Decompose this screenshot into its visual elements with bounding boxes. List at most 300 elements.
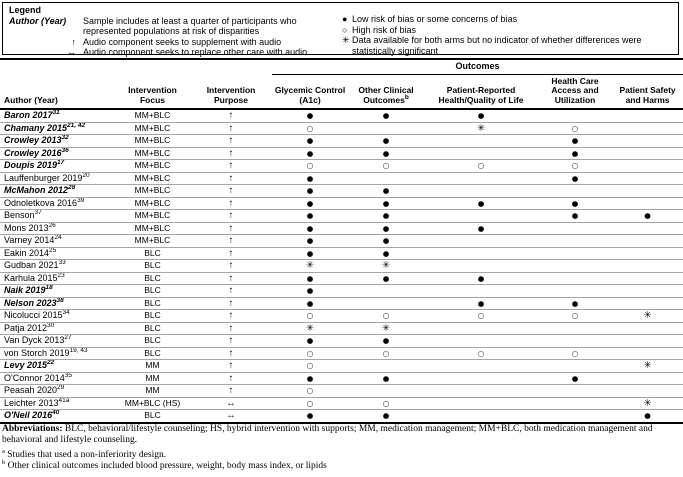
table-row [0,197,683,210]
table-row [0,347,683,360]
outcome-glycemic-cell: ✳ [272,322,348,335]
outcome-other-clinical-cell: ○ [348,347,424,360]
outcome-glycemic-cell: ○ [272,122,348,135]
table-row [0,285,683,298]
author-name: Karhula 2015 [4,272,58,283]
outcome-other-clinical-cell: ○ [348,310,424,323]
author-cell [0,135,115,148]
intervention-focus-cell: BLC [115,247,190,260]
outcome-patient-safety-cell: ✳ [612,310,683,323]
reference-superscript: 24 [54,234,62,241]
outcome-patient-safety-cell [612,347,683,360]
outcome-glycemic-cell: ✳ [272,260,348,273]
outcome-glycemic-cell: ○ [272,385,348,398]
author-name: von Storch 2019 [4,347,70,358]
reference-superscript: 33 [58,259,66,266]
outcomes-group-header: Outcomes [272,59,683,74]
table-row [0,360,683,373]
outcome-patient-reported-cell [424,385,538,398]
author-cell [0,347,115,360]
outcome-patient-reported-cell [424,260,538,273]
intervention-focus-cell: MM+BLC [115,160,190,173]
outcome-patient-reported-cell [424,397,538,410]
legend-left-column [3,3,340,57]
outcome-patient-reported-cell [424,185,538,198]
table-row [0,122,683,135]
outcome-patient-safety-cell [612,385,683,398]
column-header-patient-reported: Patient-Reported Health/Quality of Life [424,74,538,109]
outcome-patient-safety-cell [612,297,683,310]
outcome-health-care-access-cell: ○ [538,347,612,360]
abbreviations-note [2,424,680,446]
outcome-patient-safety-cell [612,222,683,235]
author-cell [0,197,115,210]
table-row [0,260,683,273]
table-row [0,210,683,223]
outcome-patient-safety-cell: ✳ [612,360,683,373]
outcome-patient-reported-cell: ● [424,197,538,210]
author-name: Benson [4,210,35,220]
outcome-patient-safety-cell [612,335,683,348]
author-cell [0,335,115,348]
intervention-focus-cell: MM+BLC [115,172,190,185]
author-year-symbol: Author (Year) [9,15,67,26]
intervention-purpose-cell: ↑ [190,322,272,335]
outcome-patient-reported-cell [424,335,538,348]
footnote-b [2,458,680,472]
intervention-focus-cell: BLC [115,347,190,360]
outcome-glycemic-cell: ● [272,372,348,385]
outcome-patient-reported-cell: ○ [424,160,538,173]
outcome-glycemic-cell: ● [272,185,348,198]
intervention-focus-cell: MM+BLC [115,135,190,148]
outcome-health-care-access-cell [538,385,612,398]
author-name: Levy 2015 [4,360,48,370]
reference-superscript: 17 [57,159,65,166]
outcome-patient-safety-cell [612,197,683,210]
outcome-glycemic-cell: ● [272,172,348,185]
outcome-patient-reported-cell [424,410,538,423]
reference-superscript: 29 [57,384,65,391]
intervention-focus-cell: MM+BLC [115,197,190,210]
table-row [0,297,683,310]
intervention-focus-cell: BLC [115,322,190,335]
outcome-patient-safety-cell [612,372,683,385]
outcome-health-care-access-cell: ● [538,372,612,385]
author-cell [0,310,115,323]
outcome-patient-safety-cell [612,160,683,173]
author-name: Chamany 2015 [4,122,68,133]
abbreviations-text: BLC, behavioral/lifestyle counseling; HS, hybrid intervention with supports; MM, medication management; MM+BLC, both medication management and behavioral and lifestyle counseling. [2,424,653,445]
table-row [0,397,683,410]
outcome-health-care-access-cell [538,247,612,260]
outcome-patient-safety-cell: ● [612,210,683,223]
table-row [0,172,683,185]
legend-item [3,16,340,37]
outcome-other-clinical-cell: ● [348,335,424,348]
intervention-purpose-cell: ↑ [190,272,272,285]
table-row [0,310,683,323]
outcome-health-care-access-cell: ● [538,197,612,210]
outcome-other-clinical-cell: ● [348,197,424,210]
outcome-health-care-access-cell: ● [538,210,612,223]
outcome-patient-reported-cell: ● [424,272,538,285]
outcome-other-clinical-cell [348,172,424,185]
outcome-patient-reported-cell: ✳ [424,122,538,135]
reference-superscript: 18 [45,284,53,291]
open-circle-icon: ○ [342,24,348,35]
outcome-glycemic-cell: ● [272,109,348,122]
outcome-other-clinical-cell [348,360,424,373]
outcome-patient-reported-cell: ● [424,109,538,122]
table-row [0,385,683,398]
author-cell [0,372,115,385]
reference-superscript: 37 [34,209,42,216]
table-row [0,335,683,348]
author-name: McMahon 2012 [4,185,69,195]
legend-item-text: Audio component seeks to supplement with audio [83,36,282,47]
outcome-other-clinical-cell: ● [348,272,424,285]
outcome-health-care-access-cell: ○ [538,310,612,323]
reference-superscript: 26 [48,222,56,229]
author-name: Nelson 2023 [4,297,57,308]
footnote-marker: b [404,93,409,101]
intervention-purpose-cell: ↑ [190,335,272,348]
intervention-purpose-cell: ↑ [190,247,272,260]
author-name: O'Connor 2014 [4,372,65,383]
footnote-text: Studies that used a non-inferiority design. [4,450,167,460]
outcome-patient-safety-cell [612,285,683,298]
outcome-patient-safety-cell [612,172,683,185]
column-header-glycemic-control: Glycemic Control (A1c) [272,74,348,109]
table-row [0,222,683,235]
outcome-health-care-access-cell [538,397,612,410]
intervention-purpose-cell: ↑ [190,372,272,385]
legend-item [342,35,678,56]
filled-circle-icon: ● [342,14,348,24]
outcome-patient-safety-cell [612,272,683,285]
table-row [0,160,683,173]
studies-outcomes-table [0,58,683,424]
author-cell [0,185,115,198]
outcome-glycemic-cell: ● [272,410,348,423]
legend-item-text: Low risk of bias or some concerns of bias [352,14,518,24]
outcome-health-care-access-cell [538,235,612,248]
intervention-focus-cell: MM+BLC [115,109,190,122]
column-header-intervention-purpose: Intervention Purpose [190,74,272,109]
footnote-marker: a [2,447,5,455]
legend-item-text: Audio component seeks to replace other care with audio [83,47,308,57]
author-cell [0,285,115,298]
table-row [0,272,683,285]
author-cell [0,172,115,185]
outcome-patient-safety-cell [612,135,683,148]
outcome-other-clinical-cell: ○ [348,397,424,410]
legend-item [342,25,678,36]
outcome-patient-reported-cell [424,235,538,248]
author-name: Crowley 2016 [4,147,62,158]
intervention-focus-cell: MM+BLC [115,210,190,223]
outcome-patient-reported-cell: ● [424,297,538,310]
author-cell [0,322,115,335]
outcome-health-care-access-cell [538,335,612,348]
table-row [0,247,683,260]
outcome-patient-reported-cell [424,360,538,373]
intervention-focus-cell: MM [115,372,190,385]
reference-superscript: 27 [64,334,72,341]
author-name: Odnoletkova 2016 [4,197,78,208]
author-name: Naik 2019 [4,285,46,295]
outcome-patient-safety-cell: ● [612,410,683,423]
outcome-health-care-access-cell [538,360,612,373]
intervention-purpose-cell: ↑ [190,260,272,273]
left-right-arrow-icon: ↔ [67,47,76,57]
outcome-patient-reported-cell [424,285,538,298]
outcome-glycemic-cell: ○ [272,360,348,373]
outcome-glycemic-cell: ○ [272,160,348,173]
outcome-glycemic-cell: ● [272,285,348,298]
outcome-other-clinical-cell: ● [348,210,424,223]
intervention-purpose-cell: ↔ [190,397,272,410]
column-header-label: Other Clinical Outcomes [358,85,414,105]
footnote-a [2,447,680,461]
outcome-patient-reported-cell [424,210,538,223]
intervention-purpose-cell: ↑ [190,235,272,248]
intervention-purpose-cell: ↑ [190,360,272,373]
author-cell [0,385,115,398]
outcome-glycemic-cell: ● [272,147,348,160]
reference-superscript: 20 [82,172,90,179]
outcome-glycemic-cell: ○ [272,347,348,360]
intervention-focus-cell: BLC [115,260,190,273]
outcome-other-clinical-cell [348,385,424,398]
outcome-health-care-access-cell [538,109,612,122]
outcome-glycemic-cell: ○ [272,397,348,410]
author-cell [0,222,115,235]
legend-item-text: Data available for both arms but no indicator of whether differences were statistically significant [352,35,642,56]
author-name: Leichter 2013 [4,397,59,408]
outcome-other-clinical-cell [348,297,424,310]
outcome-other-clinical-cell: ● [348,235,424,248]
reference-superscript: 41a [58,397,70,404]
author-cell [0,397,115,410]
outcome-patient-safety-cell [612,235,683,248]
outcome-other-clinical-cell [348,122,424,135]
intervention-focus-cell: BLC [115,310,190,323]
reference-superscript: 25 [49,247,57,254]
legend-right-column [340,3,678,54]
outcome-patient-reported-cell [424,147,538,160]
outcome-patient-reported-cell [424,372,538,385]
intervention-focus-cell: MM+BLC [115,235,190,248]
intervention-focus-cell: MM+BLC (HS) [115,397,190,410]
author-cell [0,109,115,122]
intervention-purpose-cell: ↑ [190,210,272,223]
outcome-glycemic-cell: ○ [272,310,348,323]
outcome-patient-safety-cell: ✳ [612,397,683,410]
author-name: Lauffenburger 2019 [4,172,83,183]
author-cell [0,360,115,373]
up-arrow-icon: ↑ [71,36,76,47]
outcome-health-care-access-cell: ● [538,147,612,160]
legend-item [3,47,340,58]
author-name: Patja 2012 [4,322,48,333]
reference-superscript: 32 [61,134,69,141]
outcome-health-care-access-cell [538,185,612,198]
reference-superscript: 28 [68,184,76,191]
column-header-intervention-focus: Intervention Focus [115,74,190,109]
outcome-patient-safety-cell [612,185,683,198]
author-cell [0,247,115,260]
reference-superscript: 38 [56,297,64,304]
column-header-patient-safety: Patient Safety and Harms [612,74,683,109]
intervention-focus-cell: MM+BLC [115,222,190,235]
intervention-focus-cell: MM [115,385,190,398]
header-spacer [0,59,272,74]
reference-superscript: 35 [64,372,72,379]
intervention-focus-cell: MM+BLC [115,185,190,198]
legend-title: Legend [9,5,42,15]
intervention-purpose-cell: ↑ [190,147,272,160]
outcome-patient-safety-cell [612,109,683,122]
table-row [0,109,683,122]
legend-item-text: Sample includes at least a quarter of participants who represented populations at risk of disparities [83,15,297,36]
outcomes-group-row [0,59,683,74]
reference-superscript: 23 [57,272,65,279]
author-name: Baron 2017 [4,110,53,120]
author-name: Varney 2014 [4,235,55,245]
column-header-row [0,74,683,109]
intervention-focus-cell: BLC [115,297,190,310]
outcome-glycemic-cell: ● [272,335,348,348]
outcome-patient-reported-cell: ○ [424,310,538,323]
outcome-glycemic-cell: ● [272,135,348,148]
intervention-purpose-cell: ↑ [190,310,272,323]
author-name: Peasah 2020 [4,385,58,395]
outcome-glycemic-cell: ● [272,235,348,248]
footnotes [2,424,680,472]
column-header-health-care-access: Health Care Access and Utilization [538,74,612,109]
intervention-purpose-cell: ↔ [190,410,272,423]
outcome-patient-reported-cell [424,247,538,260]
author-name: Van Dyck 2013 [4,335,65,345]
author-cell [0,410,115,423]
author-cell [0,297,115,310]
table-row [0,410,683,423]
reference-superscript: 22 [47,359,55,366]
outcome-glycemic-cell: ● [272,272,348,285]
outcome-health-care-access-cell: ● [538,172,612,185]
intervention-focus-cell: MM+BLC [115,122,190,135]
outcome-health-care-access-cell: ○ [538,122,612,135]
intervention-purpose-cell: ↑ [190,297,272,310]
outcome-glycemic-cell: ● [272,222,348,235]
reference-superscript: 34 [62,309,70,316]
outcome-other-clinical-cell: ✳ [348,260,424,273]
outcome-other-clinical-cell: ○ [348,160,424,173]
legend-item [3,37,340,48]
table-row [0,372,683,385]
author-cell [0,235,115,248]
intervention-focus-cell: BLC [115,410,190,423]
outcome-other-clinical-cell: ● [348,135,424,148]
reference-superscript: 31 [52,109,60,116]
legend-box [2,2,679,55]
outcome-patient-safety-cell [612,260,683,273]
outcome-patient-safety-cell [612,247,683,260]
reference-superscript: 40 [52,409,60,416]
author-cell [0,147,115,160]
author-name: Crowley 2013 [4,135,62,145]
outcome-health-care-access-cell [538,410,612,423]
table-body [0,109,683,423]
author-name: Gudban 2021 [4,260,59,270]
reference-superscript: 21, 42 [67,122,86,129]
column-header-other-clinical-outcomes [348,74,424,109]
outcome-health-care-access-cell [538,260,612,273]
author-name: Mons 2013 [4,222,49,233]
asterisk-icon: ✳ [342,35,350,45]
author-cell [0,160,115,173]
outcome-other-clinical-cell: ● [348,185,424,198]
table-row [0,235,683,248]
intervention-purpose-cell: ↑ [190,109,272,122]
reference-superscript: 30 [47,322,55,329]
outcome-other-clinical-cell: ✳ [348,322,424,335]
table-row [0,147,683,160]
outcome-other-clinical-cell: ● [348,109,424,122]
intervention-purpose-cell: ↑ [190,122,272,135]
intervention-focus-cell: BLC [115,272,190,285]
outcome-glycemic-cell: ● [272,197,348,210]
outcome-glycemic-cell: ● [272,210,348,223]
outcome-patient-reported-cell [424,322,538,335]
table-row [0,135,683,148]
intervention-focus-cell: MM [115,360,190,373]
outcome-other-clinical-cell: ● [348,222,424,235]
outcome-health-care-access-cell [538,322,612,335]
reference-superscript: 36 [61,147,69,154]
intervention-purpose-cell: ↑ [190,185,272,198]
outcome-health-care-access-cell [538,222,612,235]
intervention-focus-cell: BLC [115,335,190,348]
author-cell [0,260,115,273]
intervention-purpose-cell: ↑ [190,285,272,298]
outcome-patient-safety-cell [612,122,683,135]
author-name: O'Neil 2016 [4,410,53,420]
outcome-patient-safety-cell [612,147,683,160]
outcome-health-care-access-cell [538,272,612,285]
outcome-health-care-access-cell [538,285,612,298]
outcome-other-clinical-cell: ● [348,410,424,423]
legend-item [342,14,678,25]
outcome-patient-reported-cell [424,172,538,185]
author-name: Nicolucci 2015 [4,310,63,320]
outcome-glycemic-cell: ● [272,247,348,260]
intervention-purpose-cell: ↑ [190,160,272,173]
outcome-patient-safety-cell [612,322,683,335]
author-name: Eakin 2014 [4,247,50,258]
author-name: Doupis 2019 [4,160,58,170]
legend-item-text: High risk of bias [352,24,417,35]
abbreviations-label: Abbreviations: [2,424,63,434]
outcome-health-care-access-cell: ● [538,135,612,148]
intervention-focus-cell: BLC [115,285,190,298]
footnote-marker: b [2,458,6,466]
intervention-purpose-cell: ↑ [190,347,272,360]
outcome-other-clinical-cell: ● [348,247,424,260]
author-cell [0,210,115,223]
